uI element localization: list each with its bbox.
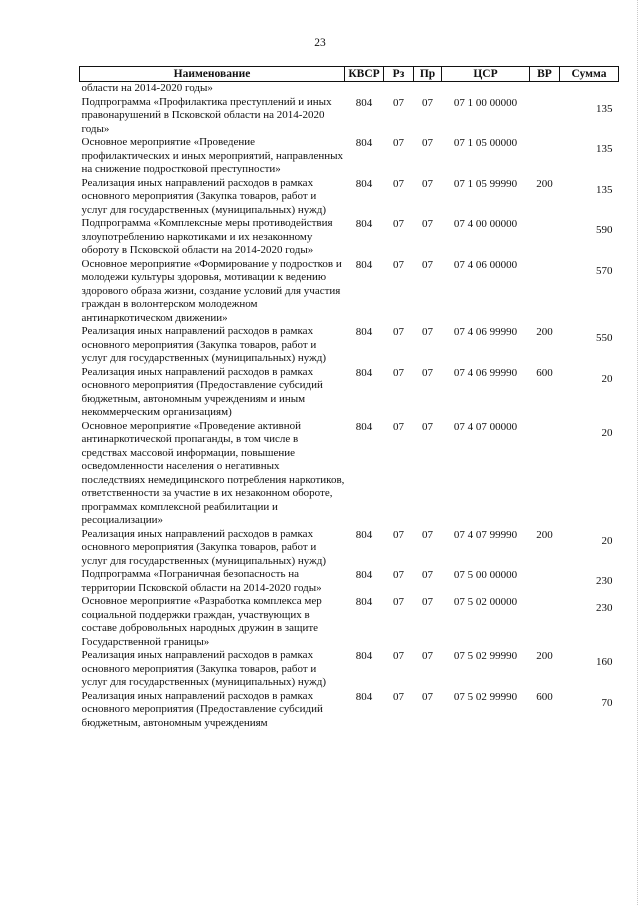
cell-name: Реализация иных направлений расходов в рамках основного мероприятия (Предоставление субсидий бюджетным, автономным учреждениям и иным некоммерческим организациям) [81,365,323,418]
cell-rz: 07 [393,420,404,433]
cell-name: Реализация иных направлений расходов в рамках основного мероприятия (Закупка товаров, работ и услуг для государственных (муниципальных) нужд) [81,649,327,688]
cell-rz: 07 [393,569,404,581]
cell-sum: 20 [601,372,613,385]
cell-vr [530,136,560,177]
cell-rz: 07 [393,528,404,541]
cell-pr: 07 [422,366,433,379]
cell-rz [384,82,414,96]
cell-name: Реализация иных направлений расходов в рамках основного мероприятия (Предоставление субсидий бюджетным, автономным учреждениям [81,689,323,729]
cell-pr: 07 [422,218,433,230]
cell-kvsr: 804 [355,177,373,190]
table-row [80,96,619,137]
cell-kvsr: 804 [355,326,373,338]
table-row [80,649,619,690]
table-row [80,258,619,326]
cell-vr: 600 [536,690,553,703]
cell-pr: 07 [422,690,433,703]
cell-sum: 135 [596,102,613,115]
cell-vr: 200 [536,528,553,541]
cell-csr: 07 5 02 00000 [453,596,518,608]
cell-vr: 200 [536,177,553,190]
cell-vr [530,595,560,649]
cell-rz: 07 [393,177,404,190]
cell-rz: 07 [393,366,404,379]
header-kvsr: КВСР [345,67,384,82]
table-row [80,366,619,420]
header-name: Наименование [80,67,345,82]
cell-csr: 07 1 05 00000 [453,137,518,149]
cell-vr [530,217,560,258]
cell-vr: 200 [536,326,553,338]
table-row [80,82,619,96]
budget-table [79,66,619,730]
cell-csr: 07 4 07 00000 [453,420,518,433]
cell-name: Подпрограмма «Пограничная безопасность на территории Псковской области на 2014-2020 годы» [81,568,322,594]
cell-kvsr: 804 [355,137,373,149]
table-header [80,67,619,82]
table-row [80,325,619,366]
cell-vr [530,568,560,595]
header-csr: ЦСР [442,67,530,82]
cell-sum [560,82,619,96]
cell-rz: 07 [393,326,404,338]
cell-sum: 20 [601,426,613,439]
cell-vr [530,96,560,137]
cell-kvsr: 804 [355,258,373,271]
cell-name: Основное мероприятие «Разработка комплекса мер социальной поддержки граждан, участвующих в составе добровольных народных дружин в защите Государственной границы» [81,595,322,648]
cell-rz: 07 [393,258,404,271]
cell-pr: 07 [422,177,433,190]
header-sum: Сумма [560,67,619,82]
cell-vr [530,82,560,96]
cell-sum: 20 [601,534,613,547]
cell-sum: 230 [596,602,613,614]
cell-vr [530,420,560,528]
cell-vr: 200 [536,650,553,662]
cell-csr [442,82,530,96]
cell-csr: 07 1 05 99990 [453,177,518,190]
table-row [80,568,619,595]
cell-kvsr: 804 [355,569,373,581]
cell-csr: 07 4 06 00000 [453,258,518,271]
table-row [80,690,619,731]
cell-sum: 230 [596,575,613,587]
cell-csr: 07 4 06 99990 [453,326,518,338]
cell-sum: 160 [596,656,613,668]
header-pr: Пр [414,67,442,82]
cell-csr: 07 5 02 99990 [453,650,518,662]
cell-rz: 07 [393,650,404,662]
cell-pr [414,82,442,96]
cell-rz: 07 [393,218,404,230]
cell-csr: 07 5 02 99990 [453,690,518,703]
table-row [80,595,619,649]
scan-edge [636,0,638,905]
cell-pr: 07 [422,326,433,338]
header-rz: Рз [384,67,414,82]
cell-pr: 07 [422,258,433,271]
cell-pr: 07 [422,528,433,541]
cell-rz: 07 [393,137,404,149]
cell-csr: 07 1 00 00000 [453,96,518,109]
cell-rz: 07 [393,596,404,608]
cell-sum: 135 [596,183,613,196]
cell-name: Основное мероприятие «Проведение профилактических и иных мероприятий, направленных на снижение подростковой преступности» [81,136,344,175]
cell-kvsr: 804 [355,218,373,230]
cell-pr: 07 [422,96,433,109]
cell-kvsr: 804 [355,420,373,433]
cell-name: Основное мероприятие «Проведение активной антинаркотической пропаганды, в том числе в средствах массовой информации, повышение осведомленности населения о негативных последствиях немедицинского потребления наркотиков, ответственности за участие в их незаконном обороте, программах комплексной реабилитации и ресоциализации» [81,419,345,526]
cell-sum: 70 [601,696,613,709]
cell-name: Подпрограмма «Профилактика преступлений и иных правонарушений в Псковской области на 2014-2020 годы» [81,95,332,135]
cell-kvsr [345,82,384,96]
cell-kvsr: 804 [355,366,373,379]
table-row [80,177,619,218]
cell-rz: 07 [393,96,404,109]
cell-pr: 07 [422,420,433,433]
cell-name: области на 2014-2020 годы» [81,82,213,94]
cell-pr: 07 [422,569,433,581]
cell-sum: 550 [596,332,613,344]
cell-csr: 07 5 00 00000 [453,569,518,581]
table-row [80,217,619,258]
table-row [80,136,619,177]
header-vr: ВР [530,67,560,82]
cell-sum: 570 [596,264,613,277]
cell-kvsr: 804 [355,596,373,608]
cell-kvsr: 804 [355,650,373,662]
page-number: 23 [314,37,326,49]
cell-csr: 07 4 00 00000 [453,218,518,230]
cell-sum: 135 [596,143,613,155]
cell-sum: 590 [596,224,613,236]
cell-pr: 07 [422,650,433,662]
table-body [80,82,619,731]
cell-name: Подпрограмма «Комплексные меры противодействия злоупотреблению наркотиками и их незаконному обороту в Псковской области на 2014-2020 годы» [81,217,333,256]
cell-name: Основное мероприятие «Формирование у подростков и молодежи культуры здоровья, мотивации к ведению здорового образа жизни, создание условий для участия граждан в волонтерском молодежном антинаркотическом движении» [81,257,342,324]
cell-kvsr: 804 [355,528,373,541]
table-row [80,528,619,569]
cell-name: Реализация иных направлений расходов в рамках основного мероприятия (Закупка товаров, работ и услуг для государственных (муниципальных) нужд) [81,325,327,364]
cell-vr [530,258,560,326]
cell-name: Реализация иных направлений расходов в рамках основного мероприятия (Закупка товаров, работ и услуг для государственных (муниципальных) нужд) [81,176,327,216]
cell-pr: 07 [422,137,433,149]
cell-vr: 600 [536,366,553,379]
table-row [80,420,619,528]
cell-csr: 07 4 06 99990 [453,366,518,379]
cell-kvsr: 804 [355,96,373,109]
cell-csr: 07 4 07 99990 [453,528,518,541]
cell-rz: 07 [393,690,404,703]
cell-kvsr: 804 [355,690,373,703]
cell-name: Реализация иных направлений расходов в рамках основного мероприятия (Закупка товаров, работ и услуг для государственных (муниципальных) нужд) [81,527,327,567]
cell-pr: 07 [422,596,433,608]
